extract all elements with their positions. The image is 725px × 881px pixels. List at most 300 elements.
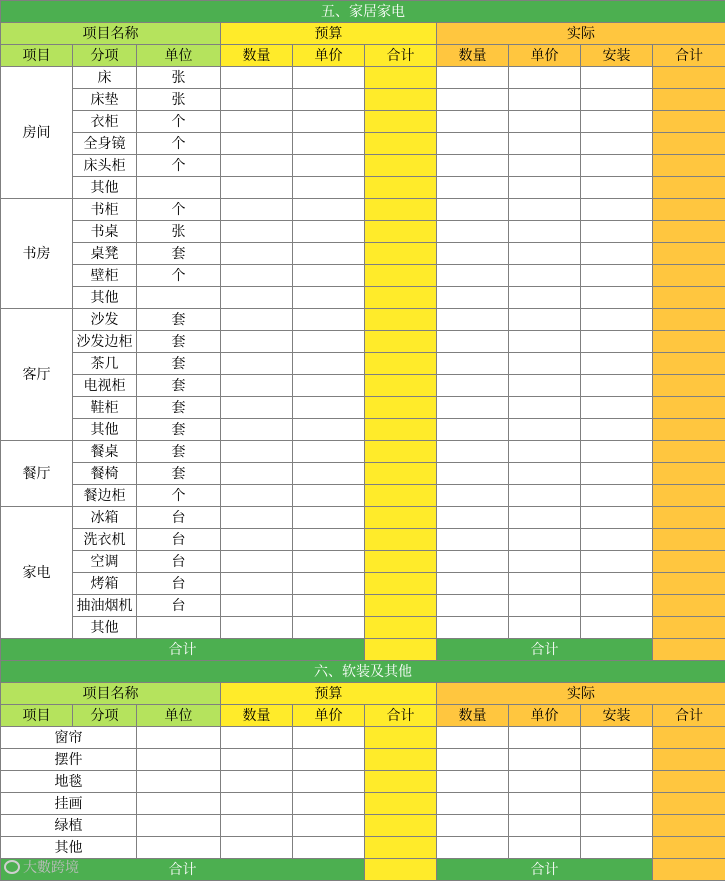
actual-price-cell[interactable] (509, 133, 581, 155)
actual-price-cell[interactable] (509, 749, 581, 771)
sub-item-cell: 其他 (73, 177, 137, 199)
actual-total-cell[interactable] (653, 133, 725, 155)
budget-total-cell[interactable] (365, 287, 437, 309)
actual-total-cell[interactable] (653, 551, 725, 573)
actual-total-cell[interactable] (653, 749, 725, 771)
actual-qty-cell[interactable] (437, 837, 509, 859)
budget-price-cell[interactable] (293, 133, 365, 155)
item-cell: 地毯 (1, 771, 137, 793)
budget-group-header: 预算 (221, 683, 437, 705)
actual-qty-cell[interactable] (437, 419, 509, 441)
actual-price-cell[interactable] (509, 595, 581, 617)
actual-qty-cell[interactable] (437, 793, 509, 815)
sub-item-cell: 其他 (73, 419, 137, 441)
budget-price-cell[interactable] (293, 617, 365, 639)
budget-total-cell[interactable] (365, 331, 437, 353)
budget-total-cell[interactable] (365, 243, 437, 265)
actual-qty-cell[interactable] (437, 309, 509, 331)
actual-qty-cell[interactable] (437, 265, 509, 287)
actual-price-cell[interactable] (509, 573, 581, 595)
budget-qty-cell[interactable] (221, 287, 293, 309)
budget-qty-cell[interactable] (221, 67, 293, 89)
budget-total-cell[interactable] (365, 111, 437, 133)
table-row (1, 331, 725, 353)
budget-total-cell[interactable] (365, 375, 437, 397)
budget-price-cell[interactable] (293, 89, 365, 111)
unit-cell: 台 (137, 595, 221, 617)
budget-price-cell[interactable] (293, 155, 365, 177)
table-row (1, 67, 725, 89)
budget-qty-cell[interactable] (221, 397, 293, 419)
budget-price-cell[interactable] (293, 397, 365, 419)
table-row (1, 133, 725, 155)
budget-qty-cell[interactable] (221, 331, 293, 353)
actual-total-cell[interactable] (653, 353, 725, 375)
actual-price-cell[interactable] (509, 331, 581, 353)
unit-cell: 个 (137, 199, 221, 221)
budget-price-cell[interactable] (293, 441, 365, 463)
budget-qty-cell[interactable] (221, 155, 293, 177)
actual-qty-cell[interactable] (437, 111, 509, 133)
unit-cell: 套 (137, 463, 221, 485)
actual-qty-cell[interactable] (437, 573, 509, 595)
budget-total-cell[interactable] (365, 133, 437, 155)
sub-item-cell: 其他 (73, 287, 137, 309)
actual-qty-cell[interactable] (437, 595, 509, 617)
actual-total-cell[interactable] (653, 375, 725, 397)
actual-total-cell[interactable] (653, 265, 725, 287)
actual-total-cell[interactable] (653, 221, 725, 243)
unit-cell: 台 (137, 507, 221, 529)
unit-cell[interactable] (137, 749, 221, 771)
budget-price-cell[interactable] (293, 529, 365, 551)
sub-item-cell: 其他 (73, 617, 137, 639)
budget-price-cell[interactable] (293, 749, 365, 771)
budget-total-cell[interactable] (365, 485, 437, 507)
budget-total-cell[interactable] (365, 573, 437, 595)
budget-price-cell[interactable] (293, 815, 365, 837)
actual-total-cell[interactable] (653, 485, 725, 507)
budget-qty-cell[interactable] (221, 771, 293, 793)
budget-total-cell[interactable] (365, 265, 437, 287)
sub-col-header: 分项 (73, 45, 137, 67)
budget-total-cell[interactable] (365, 221, 437, 243)
budget-price-cell[interactable] (293, 111, 365, 133)
unit-cell: 套 (137, 309, 221, 331)
budget-total-cell[interactable] (365, 617, 437, 639)
actual-qty-cell[interactable] (437, 221, 509, 243)
budget-price-cell[interactable] (293, 265, 365, 287)
table-row (1, 727, 725, 749)
actual-total-label: 合计 (437, 859, 653, 881)
budget-price-cell[interactable] (293, 485, 365, 507)
actual-total-cell[interactable] (653, 793, 725, 815)
actual-install-cell[interactable] (581, 749, 653, 771)
actual-total-cell[interactable] (653, 243, 725, 265)
actual-qty-cell[interactable] (437, 353, 509, 375)
actual-total-cell[interactable] (653, 595, 725, 617)
actual-price-cell[interactable] (509, 177, 581, 199)
budget-qty-cell[interactable] (221, 111, 293, 133)
item-cell: 绿植 (1, 815, 137, 837)
budget-price-cell[interactable] (293, 67, 365, 89)
actual-qty-cell[interactable] (437, 727, 509, 749)
table-row (1, 507, 725, 529)
budget-col-header: 单价 (293, 45, 365, 67)
actual-install-cell[interactable] (581, 397, 653, 419)
budget-total-cell[interactable] (365, 177, 437, 199)
actual-price-cell[interactable] (509, 727, 581, 749)
unit-cell[interactable] (137, 837, 221, 859)
actual-total-cell[interactable] (653, 463, 725, 485)
budget-total-cell[interactable] (365, 397, 437, 419)
actual-price-cell[interactable] (509, 155, 581, 177)
budget-total-cell[interactable] (365, 155, 437, 177)
name-group-header: 项目名称 (1, 683, 221, 705)
budget-total-cell[interactable] (365, 749, 437, 771)
budget-total-cell[interactable] (365, 199, 437, 221)
actual-install-cell[interactable] (581, 441, 653, 463)
budget-price-cell[interactable] (293, 177, 365, 199)
budget-total-cell[interactable] (365, 815, 437, 837)
budget-qty-cell[interactable] (221, 573, 293, 595)
budget-qty-cell[interactable] (221, 727, 293, 749)
actual-install-cell[interactable] (581, 309, 653, 331)
unit-cell[interactable] (137, 771, 221, 793)
actual-price-cell[interactable] (509, 617, 581, 639)
budget-price-cell[interactable] (293, 595, 365, 617)
actual-price-cell[interactable] (509, 771, 581, 793)
actual-install-cell[interactable] (581, 793, 653, 815)
actual-install-cell[interactable] (581, 155, 653, 177)
budget-price-cell[interactable] (293, 419, 365, 441)
actual-qty-cell[interactable] (437, 177, 509, 199)
actual-total-cell[interactable] (653, 815, 725, 837)
actual-price-cell[interactable] (509, 485, 581, 507)
unit-cell: 个 (137, 265, 221, 287)
actual-price-cell[interactable] (509, 353, 581, 375)
budget-total-cell[interactable] (365, 507, 437, 529)
budget-qty-cell[interactable] (221, 89, 293, 111)
actual-qty-cell[interactable] (437, 441, 509, 463)
actual-install-cell[interactable] (581, 111, 653, 133)
budget-price-cell[interactable] (293, 573, 365, 595)
budget-qty-cell[interactable] (221, 815, 293, 837)
unit-cell: 个 (137, 485, 221, 507)
actual-price-cell[interactable] (509, 837, 581, 859)
actual-qty-cell[interactable] (437, 529, 509, 551)
unit-cell: 套 (137, 441, 221, 463)
unit-cell: 张 (137, 89, 221, 111)
budget-grand-total-cell[interactable] (365, 859, 437, 881)
unit-cell: 套 (137, 375, 221, 397)
actual-total-cell[interactable] (653, 397, 725, 419)
actual-price-cell[interactable] (509, 287, 581, 309)
sub-item-cell: 沙发 (73, 309, 137, 331)
budget-qty-cell[interactable] (221, 551, 293, 573)
actual-grand-total-cell[interactable] (653, 859, 725, 881)
budget-total-cell[interactable] (365, 837, 437, 859)
actual-qty-cell[interactable] (437, 815, 509, 837)
budget-total-cell[interactable] (365, 67, 437, 89)
budget-total-cell[interactable] (365, 771, 437, 793)
budget-col-header: 合计 (365, 45, 437, 67)
table-row (1, 177, 725, 199)
actual-qty-cell[interactable] (437, 771, 509, 793)
budget-price-cell[interactable] (293, 309, 365, 331)
budget-price-cell[interactable] (293, 199, 365, 221)
actual-install-cell[interactable] (581, 375, 653, 397)
budget-price-cell[interactable] (293, 353, 365, 375)
unit-cell: 张 (137, 67, 221, 89)
sub-item-cell: 床头柜 (73, 155, 137, 177)
actual-price-cell[interactable] (509, 793, 581, 815)
actual-price-cell[interactable] (509, 397, 581, 419)
actual-total-cell[interactable] (653, 529, 725, 551)
actual-total-cell[interactable] (653, 617, 725, 639)
budget-total-cell[interactable] (365, 463, 437, 485)
actual-price-cell[interactable] (509, 89, 581, 111)
watermark-text: 大數跨境 (23, 860, 79, 876)
budget-total-cell[interactable] (365, 419, 437, 441)
total-row (1, 639, 725, 661)
actual-qty-cell[interactable] (437, 375, 509, 397)
budget-total-cell[interactable] (365, 309, 437, 331)
actual-price-cell[interactable] (509, 529, 581, 551)
actual-install-cell[interactable] (581, 287, 653, 309)
budget-total-cell[interactable] (365, 441, 437, 463)
actual-price-cell[interactable] (509, 507, 581, 529)
actual-install-cell[interactable] (581, 331, 653, 353)
actual-group-header: 实际 (437, 23, 725, 45)
sub-item-cell: 茶几 (73, 353, 137, 375)
actual-total-cell[interactable] (653, 155, 725, 177)
actual-install-cell[interactable] (581, 133, 653, 155)
actual-total-cell[interactable] (653, 111, 725, 133)
budget-price-cell[interactable] (293, 243, 365, 265)
actual-total-cell[interactable] (653, 287, 725, 309)
budget-price-cell[interactable] (293, 287, 365, 309)
actual-qty-cell[interactable] (437, 89, 509, 111)
budget-total-cell[interactable] (365, 89, 437, 111)
budget-price-cell[interactable] (293, 463, 365, 485)
unit-cell: 套 (137, 331, 221, 353)
actual-qty-cell[interactable] (437, 507, 509, 529)
actual-install-cell[interactable] (581, 419, 653, 441)
actual-install-cell[interactable] (581, 507, 653, 529)
actual-qty-cell[interactable] (437, 551, 509, 573)
actual-qty-cell[interactable] (437, 287, 509, 309)
table-row (1, 221, 725, 243)
actual-install-cell[interactable] (581, 595, 653, 617)
table-row (1, 243, 725, 265)
budget-price-cell[interactable] (293, 331, 365, 353)
watermark-logo-icon (4, 860, 20, 874)
budget-total-cell[interactable] (365, 595, 437, 617)
actual-install-cell[interactable] (581, 617, 653, 639)
budget-qty-cell[interactable] (221, 749, 293, 771)
actual-install-cell[interactable] (581, 529, 653, 551)
budget-total-cell[interactable] (365, 551, 437, 573)
budget-total-cell[interactable] (365, 793, 437, 815)
budget-price-cell[interactable] (293, 771, 365, 793)
actual-price-cell[interactable] (509, 815, 581, 837)
section-title: 五、家居家电 (1, 1, 725, 23)
actual-install-cell[interactable] (581, 199, 653, 221)
unit-cell: 张 (137, 221, 221, 243)
actual-total-cell[interactable] (653, 771, 725, 793)
budget-qty-cell[interactable] (221, 199, 293, 221)
actual-install-cell[interactable] (581, 177, 653, 199)
budget-price-cell[interactable] (293, 507, 365, 529)
actual-price-cell[interactable] (509, 441, 581, 463)
actual-qty-cell[interactable] (437, 617, 509, 639)
budget-qty-cell[interactable] (221, 485, 293, 507)
unit-col-header: 单位 (137, 705, 221, 727)
unit-cell[interactable] (137, 793, 221, 815)
actual-install-cell[interactable] (581, 67, 653, 89)
actual-price-cell[interactable] (509, 419, 581, 441)
budget-total-cell[interactable] (365, 529, 437, 551)
budget-grand-total-cell[interactable] (365, 639, 437, 661)
unit-cell: 个 (137, 133, 221, 155)
budget-price-cell[interactable] (293, 375, 365, 397)
actual-price-cell[interactable] (509, 309, 581, 331)
sub-item-cell: 餐边柜 (73, 485, 137, 507)
item-cell: 其他 (1, 837, 137, 859)
actual-install-cell[interactable] (581, 221, 653, 243)
unit-cell: 套 (137, 243, 221, 265)
actual-install-cell[interactable] (581, 243, 653, 265)
actual-price-cell[interactable] (509, 463, 581, 485)
total-row (1, 859, 725, 881)
actual-install-cell[interactable] (581, 485, 653, 507)
actual-install-cell[interactable] (581, 265, 653, 287)
budget-qty-cell[interactable] (221, 309, 293, 331)
unit-cell[interactable] (137, 727, 221, 749)
actual-price-cell[interactable] (509, 243, 581, 265)
actual-qty-cell[interactable] (437, 463, 509, 485)
column-header-row (1, 705, 725, 727)
actual-install-cell[interactable] (581, 573, 653, 595)
budget-qty-cell[interactable] (221, 375, 293, 397)
actual-total-cell[interactable] (653, 441, 725, 463)
actual-qty-cell[interactable] (437, 155, 509, 177)
actual-price-cell[interactable] (509, 111, 581, 133)
actual-qty-cell[interactable] (437, 67, 509, 89)
actual-grand-total-cell[interactable] (653, 639, 725, 661)
budget-qty-cell[interactable] (221, 793, 293, 815)
budget-qty-cell[interactable] (221, 133, 293, 155)
actual-total-cell[interactable] (653, 89, 725, 111)
budget-qty-cell[interactable] (221, 265, 293, 287)
table-row (1, 89, 725, 111)
actual-total-cell[interactable] (653, 837, 725, 859)
unit-cell: 个 (137, 111, 221, 133)
budget-qty-cell[interactable] (221, 617, 293, 639)
category-cell: 家电 (1, 507, 73, 639)
budget-total-cell[interactable] (365, 353, 437, 375)
actual-price-cell[interactable] (509, 67, 581, 89)
table-row (1, 749, 725, 771)
actual-qty-cell[interactable] (437, 133, 509, 155)
budget-qty-cell[interactable] (221, 419, 293, 441)
actual-install-cell[interactable] (581, 551, 653, 573)
actual-total-cell[interactable] (653, 309, 725, 331)
budget-price-cell[interactable] (293, 727, 365, 749)
budget-qty-cell[interactable] (221, 507, 293, 529)
budget-price-cell[interactable] (293, 793, 365, 815)
actual-qty-cell[interactable] (437, 243, 509, 265)
actual-total-cell[interactable] (653, 177, 725, 199)
budget-qty-cell[interactable] (221, 837, 293, 859)
actual-price-cell[interactable] (509, 551, 581, 573)
actual-total-cell[interactable] (653, 419, 725, 441)
budget-qty-cell[interactable] (221, 595, 293, 617)
actual-col-header: 单价 (509, 705, 581, 727)
table-row (1, 353, 725, 375)
unit-cell[interactable] (137, 815, 221, 837)
actual-qty-cell[interactable] (437, 397, 509, 419)
actual-qty-cell[interactable] (437, 331, 509, 353)
budget-col-header: 单价 (293, 705, 365, 727)
actual-col-header: 数量 (437, 705, 509, 727)
sub-item-cell: 床垫 (73, 89, 137, 111)
budget-qty-cell[interactable] (221, 529, 293, 551)
category-cell: 餐厅 (1, 441, 73, 507)
budget-qty-cell[interactable] (221, 221, 293, 243)
budget-qty-cell[interactable] (221, 353, 293, 375)
actual-install-cell[interactable] (581, 815, 653, 837)
actual-price-cell[interactable] (509, 199, 581, 221)
actual-total-cell[interactable] (653, 507, 725, 529)
actual-qty-cell[interactable] (437, 199, 509, 221)
actual-install-cell[interactable] (581, 353, 653, 375)
actual-install-cell[interactable] (581, 771, 653, 793)
budget-qty-cell[interactable] (221, 463, 293, 485)
actual-price-cell[interactable] (509, 265, 581, 287)
actual-total-cell[interactable] (653, 727, 725, 749)
actual-install-cell[interactable] (581, 463, 653, 485)
title-row (1, 1, 725, 23)
budget-qty-cell[interactable] (221, 441, 293, 463)
actual-install-cell[interactable] (581, 837, 653, 859)
unit-cell: 套 (137, 397, 221, 419)
actual-total-cell[interactable] (653, 573, 725, 595)
actual-price-cell[interactable] (509, 221, 581, 243)
table-row (1, 771, 725, 793)
actual-total-cell[interactable] (653, 199, 725, 221)
budget-qty-cell[interactable] (221, 177, 293, 199)
budget-price-cell[interactable] (293, 551, 365, 573)
table-row (1, 793, 725, 815)
actual-qty-cell[interactable] (437, 749, 509, 771)
budget-price-cell[interactable] (293, 837, 365, 859)
actual-install-cell[interactable] (581, 89, 653, 111)
sub-item-cell: 衣柜 (73, 111, 137, 133)
actual-install-cell[interactable] (581, 727, 653, 749)
actual-total-cell[interactable] (653, 67, 725, 89)
actual-price-cell[interactable] (509, 375, 581, 397)
table-row (1, 551, 725, 573)
budget-qty-cell[interactable] (221, 243, 293, 265)
sub-item-cell: 洗衣机 (73, 529, 137, 551)
budget-total-cell[interactable] (365, 727, 437, 749)
budget-price-cell[interactable] (293, 221, 365, 243)
actual-qty-cell[interactable] (437, 485, 509, 507)
actual-total-cell[interactable] (653, 331, 725, 353)
sheet-body (1, 1, 725, 881)
